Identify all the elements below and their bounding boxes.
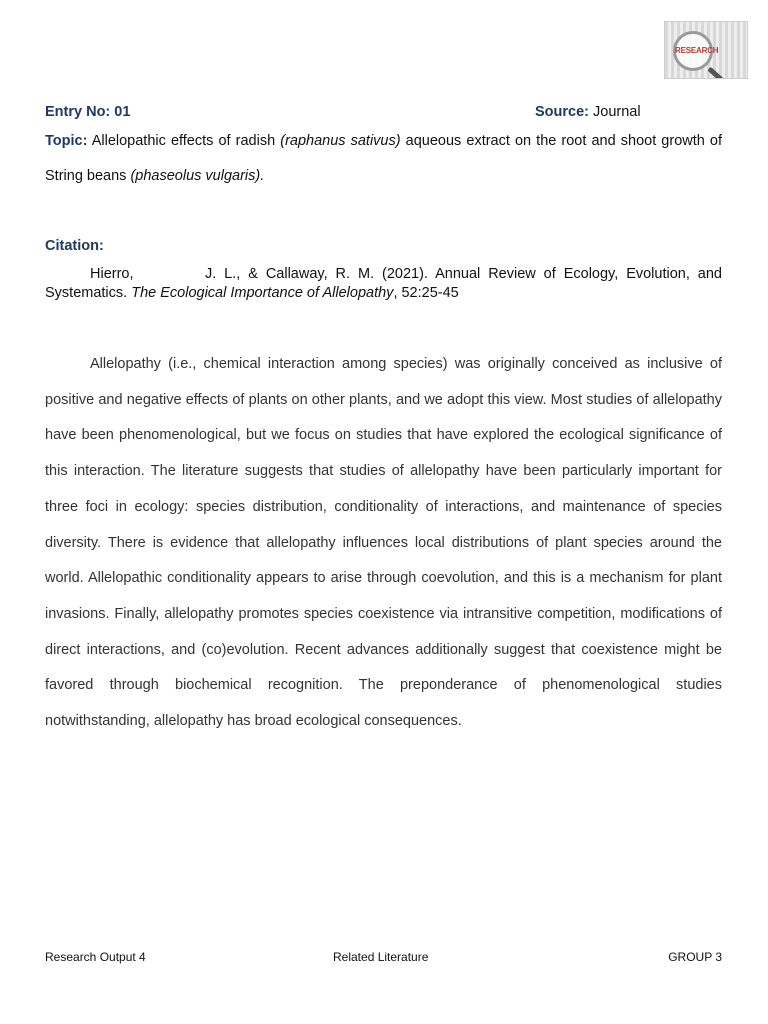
topic-species-2: (phaseolus vulgaris).: [130, 168, 265, 184]
topic: [45, 124, 722, 194]
research-logo: [664, 21, 748, 79]
citation-label: Citation:: [45, 238, 104, 254]
topic-text-1: Allelopathic effects of radish: [91, 133, 281, 149]
footer-left: Research Output 4: [45, 950, 146, 964]
entry-value: 01: [114, 104, 131, 120]
source-label: Source:: [535, 104, 589, 120]
citation-title: The Ecological Importance of Allelopathy: [131, 285, 394, 301]
source-value: Journal: [593, 104, 641, 120]
entry-number: [45, 104, 130, 120]
citation: [45, 265, 722, 303]
entry-label: Entry No:: [45, 104, 111, 120]
logo-text: RESEARCH: [675, 46, 719, 55]
footer-right: GROUP 3: [668, 950, 722, 964]
topic-species-1: (raphanus sativus): [280, 133, 401, 149]
topic-text-2: aqueous extract on the root and shoot growth of String beans: [45, 133, 723, 184]
citation-pages: , 52:25-45: [393, 285, 459, 301]
abstract-paragraph: Allelopathy (i.e., chemical interaction among species) was originally conceived as inclusive of positive and negative effects of plants on other plants, and we adopt this view. Most studies of allelopathy have been phenomenological, but we focus on studies that have explored the ecological significance of this interaction. The literature suggests that studies of allelopathy have been particularly important for three foci in ecology: species distribution, conditionality of interactions, and maintenance of species diversity. There is evidence that allelopathy influences local distributions of plant species around the world. Allelopathic conditionality appears to arise through coevolution, and this is a mechanism for plant invasions. Finally, allelopathy promotes species coexistence via intransitive competition, modifications of direct interactions, and (co)evolution. Recent advances additionally suggest that coexistence might be favored through biochemical recognition. The preponderance of phenomenological studies notwithstanding, allelopathy has broad ecological consequences.: [45, 356, 722, 730]
topic-label: Topic:: [45, 133, 88, 149]
footer-center: Related Literature: [333, 950, 429, 964]
source: [535, 104, 641, 120]
citation-authors: Hierro, J. L., & Callaway, R. M. (2021). Annual Review of Ecology, Evolution, and Systematics.: [45, 266, 722, 301]
